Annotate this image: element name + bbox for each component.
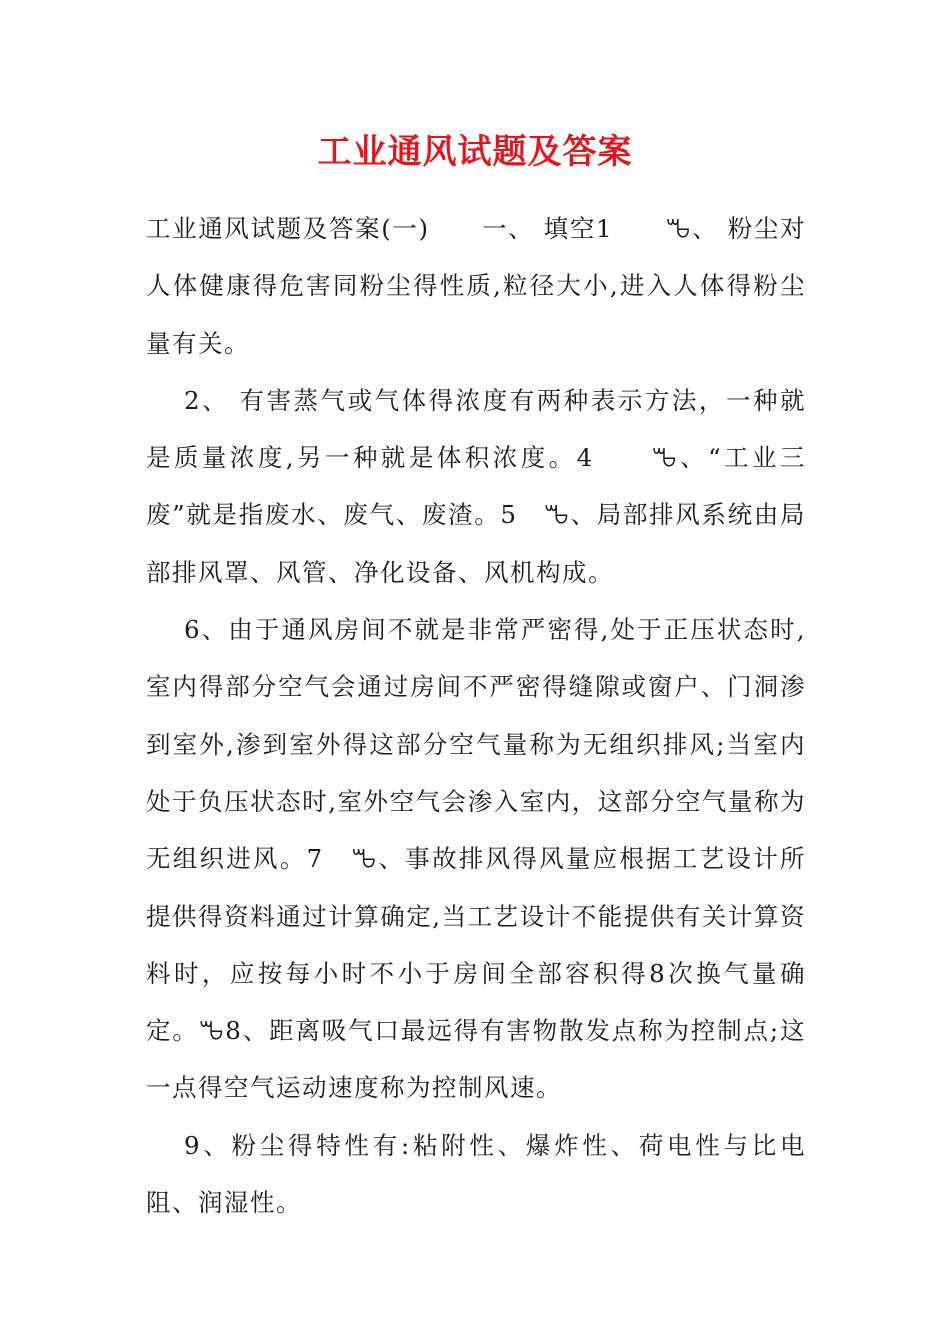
paragraph-1: 工业通风试题及答案(一) 一、 填空1 ꘛ、 粉尘对人体健康得危害同粉尘得性质,粒径大小,进入人体得粉尘量有关。 (146, 214, 806, 358)
paragraph-2: 2、 有害蒸气或气体得浓度有两种表示方法，一种就是质量浓度,另一种就是体积浓度。4 ꘛ、“工业三废”就是指废水、废气、废渣。5 ꘛ、局部排风系统由局部排风罩、风管、净化设备、风机构成。 (146, 385, 806, 587)
document-body (146, 200, 806, 1231)
paragraph-4: 9、粉尘得特性有:粘附性、爆炸性、荷电性与比电阻、润湿性。 (146, 1130, 806, 1218)
document-title: 工业通风试题及答案 (317, 132, 633, 172)
paragraph-3: 6、由于通风房间不就是非常严密得,处于正压状态时,室内得部分空气会通过房间不严密得缝隙或窗户、门洞渗到室外,渗到室外得这部分空气量称为无组织排风;当室内处于负压状态时,室外空气会渗入室内，这部分空气量称为无组织进风。7 ꘛ、事故排风得风量应根据工艺设计所提供得资料通过计算确定,当工艺设计不能提供有关计算资料时，应按每小时不小于房间全部容积得8次换气量确定。ꘛ8、距离吸气口最远得有害物散发点称为控制点;这一点得空气运动速度称为控制风速。 (146, 615, 806, 1103)
